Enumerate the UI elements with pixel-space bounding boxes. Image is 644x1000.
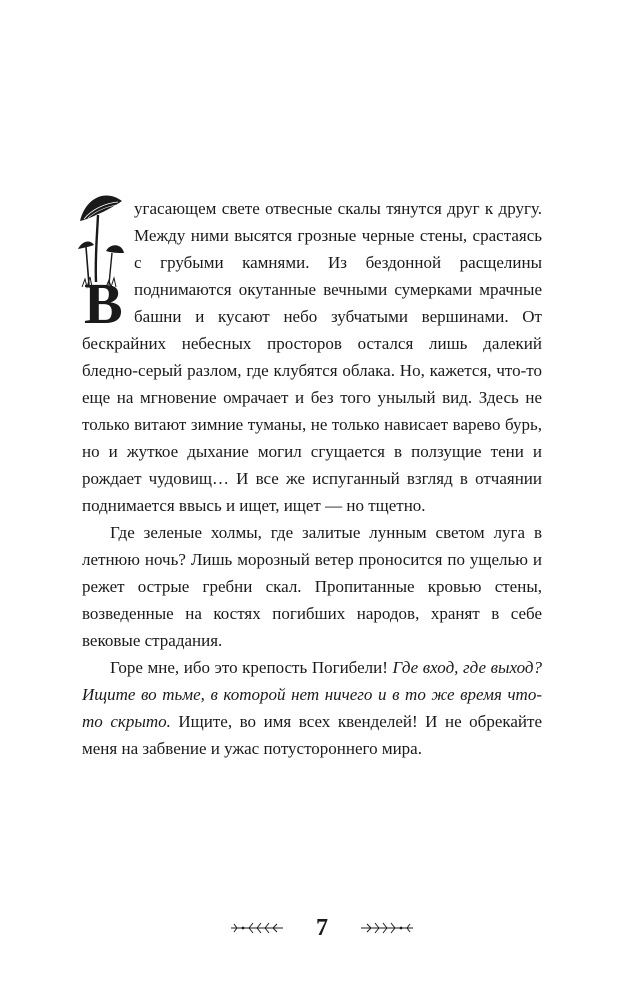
- paragraph-1-text: угасающем свете отвесные скалы тянутся друг к другу. Между ними высятся грозные черные стены, срастаясь с грубыми камнями. Из бездонной расщелины поднимаются окутанные вечными сумерками мрачные башни и кусают небо зубчатыми вершинами. От бескрайних небесных просторов остался лишь далекий бледно-серый разлом, где клубятся облака. Но, кажется, что-то еще на мгновение омрачает и без того унылый вид. Здесь не только витают зимние туманы, не только нависает варево бурь, но и жуткое дыхание могил сгущается в ползущие тени и рождает чудовищ… И все же испуганный взгляд в отчаянии поднимается ввысь и ищет, ищет — но тщетно.: [82, 199, 542, 515]
- mushroom-icon: [76, 187, 128, 325]
- right-ornament-icon: [359, 921, 415, 935]
- paragraph-2-text: Где зеленые холмы, где залитые лунным светом луга в летнюю ночь? Лишь морозный ветер проносится по ущелью и режет острые гребни скал. Пропитанные кровью стены, возведенные на костях погибших народов, хранят в себе вековые страдания.: [82, 523, 542, 650]
- left-ornament-icon: [229, 921, 285, 935]
- dropcap-letter: В: [84, 271, 123, 325]
- paragraph-3: [82, 654, 542, 762]
- main-text: [82, 195, 542, 762]
- paragraph-3-italic-quote: Где вход, где выход? Ищите во тьме, в которой нет ничего и в то же время что-то скрыто.: [82, 658, 542, 731]
- page-number: 7: [316, 915, 328, 941]
- paragraph-2: [82, 519, 542, 654]
- page-footer: [0, 908, 644, 948]
- paragraph-1: [82, 195, 542, 519]
- paragraph-3-text-b: Ищите, во имя всех квенделей! И не обрекайте меня на забвение и ужас потустороннего мира.: [82, 712, 542, 758]
- paragraph-3-text-a: Горе мне, ибо это крепость Погибели!: [110, 658, 393, 677]
- dropcap-mushroom-illustration: [76, 187, 128, 325]
